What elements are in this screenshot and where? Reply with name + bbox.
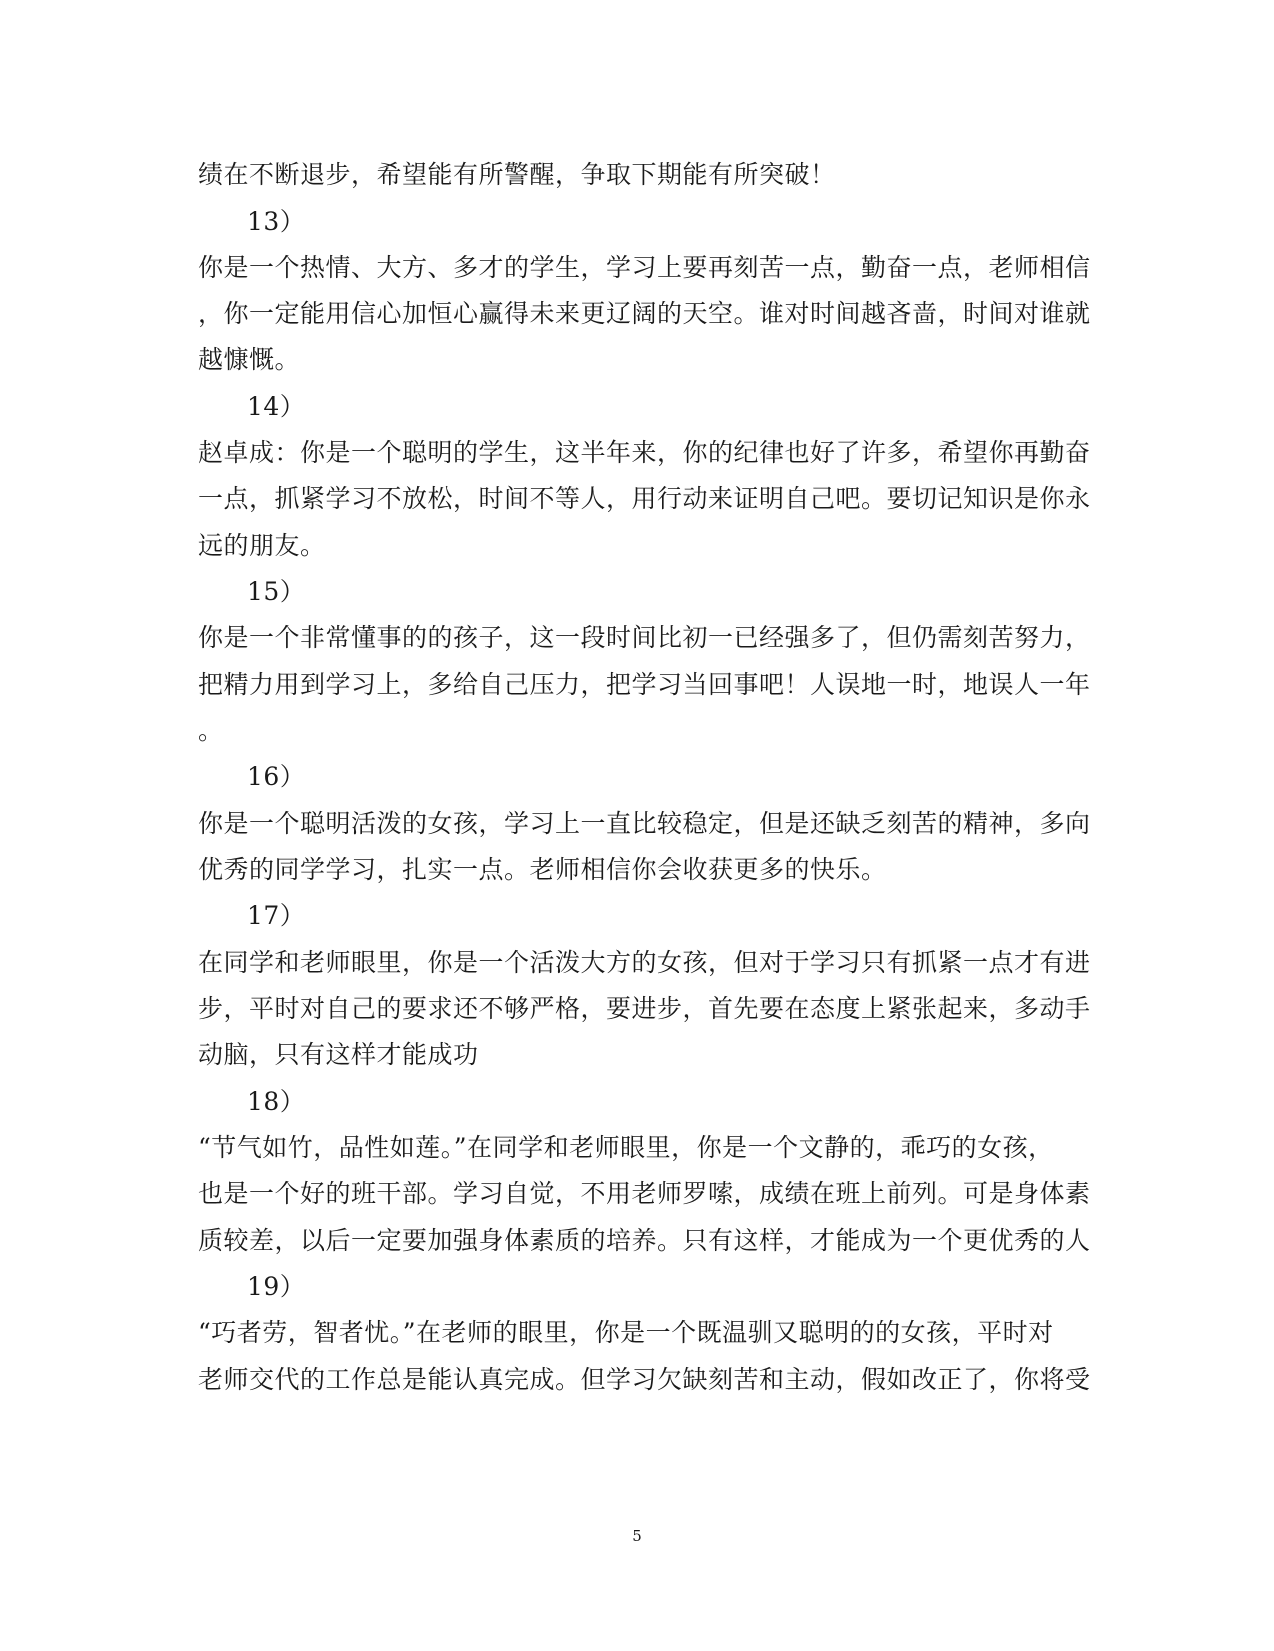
body-text-line: 你是一个非常懂事的的孩子，这一段时间比初一已经强多了，但仍需刻苦努力， bbox=[198, 623, 1091, 652]
body-text-line: 质较差，以后一定要加强身体素质的培养。只有这样，才能成为一个更优秀的人 bbox=[198, 1226, 1091, 1255]
body-text-line: 远的朋友。 bbox=[198, 531, 326, 560]
page-number: 5 bbox=[632, 1527, 642, 1545]
body-text-line: 一点，抓紧学习不放松，时间不等人，用行动来证明自己吧。要切记知识是你永 bbox=[198, 484, 1091, 513]
body-text-line: “节气如竹，品性如莲。”在同学和老师眼里，你是一个文静的，乖巧的女孩， bbox=[198, 1133, 1054, 1162]
body-text-line: 把精力用到学习上，多给自己压力，把学习当回事吧！人误地一时，地误人一年 bbox=[198, 670, 1091, 699]
item-number: 17） bbox=[247, 901, 306, 930]
body-text-line: 绩在不断退步，希望能有所警醒，争取下期能有所突破！ bbox=[198, 160, 836, 189]
body-text-line: 你是一个热情、大方、多才的学生，学习上要再刻苦一点，勤奋一点，老师相信 bbox=[198, 253, 1091, 282]
body-text-line: 越慷慨。 bbox=[198, 345, 301, 374]
body-text-line: “巧者劳，智者忧。”在老师的眼里，你是一个既温驯又聪明的的女孩，平时对 bbox=[198, 1318, 1054, 1347]
body-text-line: ，你一定能用信心加恒心赢得未来更辽阔的天空。谁对时间越吝啬，时间对谁就 bbox=[198, 299, 1091, 328]
body-text-line: 动脑，只有这样才能成功 bbox=[198, 1040, 479, 1069]
body-text-line: 你是一个聪明活泼的女孩，学习上一直比较稳定，但是还缺乏刻苦的精神，多向 bbox=[198, 809, 1091, 838]
body-text-line: 赵卓成：你是一个聪明的学生，这半年来，你的纪律也好了许多，希望你再勤奋 bbox=[198, 438, 1091, 467]
item-number: 19） bbox=[247, 1272, 306, 1301]
body-text-line: 步，平时对自己的要求还不够严格，要进步，首先要在态度上紧张起来，多动手 bbox=[198, 994, 1091, 1023]
item-number: 16） bbox=[247, 762, 306, 791]
body-text-line: 也是一个好的班干部。学习自觉，不用老师罗嗦，成绩在班上前列。可是身体素 bbox=[198, 1179, 1091, 1208]
item-number: 18） bbox=[247, 1087, 306, 1116]
body-text-line: 老师交代的工作总是能认真完成。但学习欠缺刻苦和主动，假如改正了，你将受 bbox=[198, 1365, 1091, 1394]
item-number: 15） bbox=[247, 577, 306, 606]
item-number: 13） bbox=[247, 207, 306, 236]
body-text-line: 优秀的同学学习，扎实一点。老师相信你会收获更多的快乐。 bbox=[198, 855, 887, 884]
item-number: 14） bbox=[247, 392, 306, 421]
body-text-line: 在同学和老师眼里，你是一个活泼大方的女孩，但对于学习只有抓紧一点才有进 bbox=[198, 948, 1091, 977]
body-text-line: 。 bbox=[198, 716, 224, 745]
